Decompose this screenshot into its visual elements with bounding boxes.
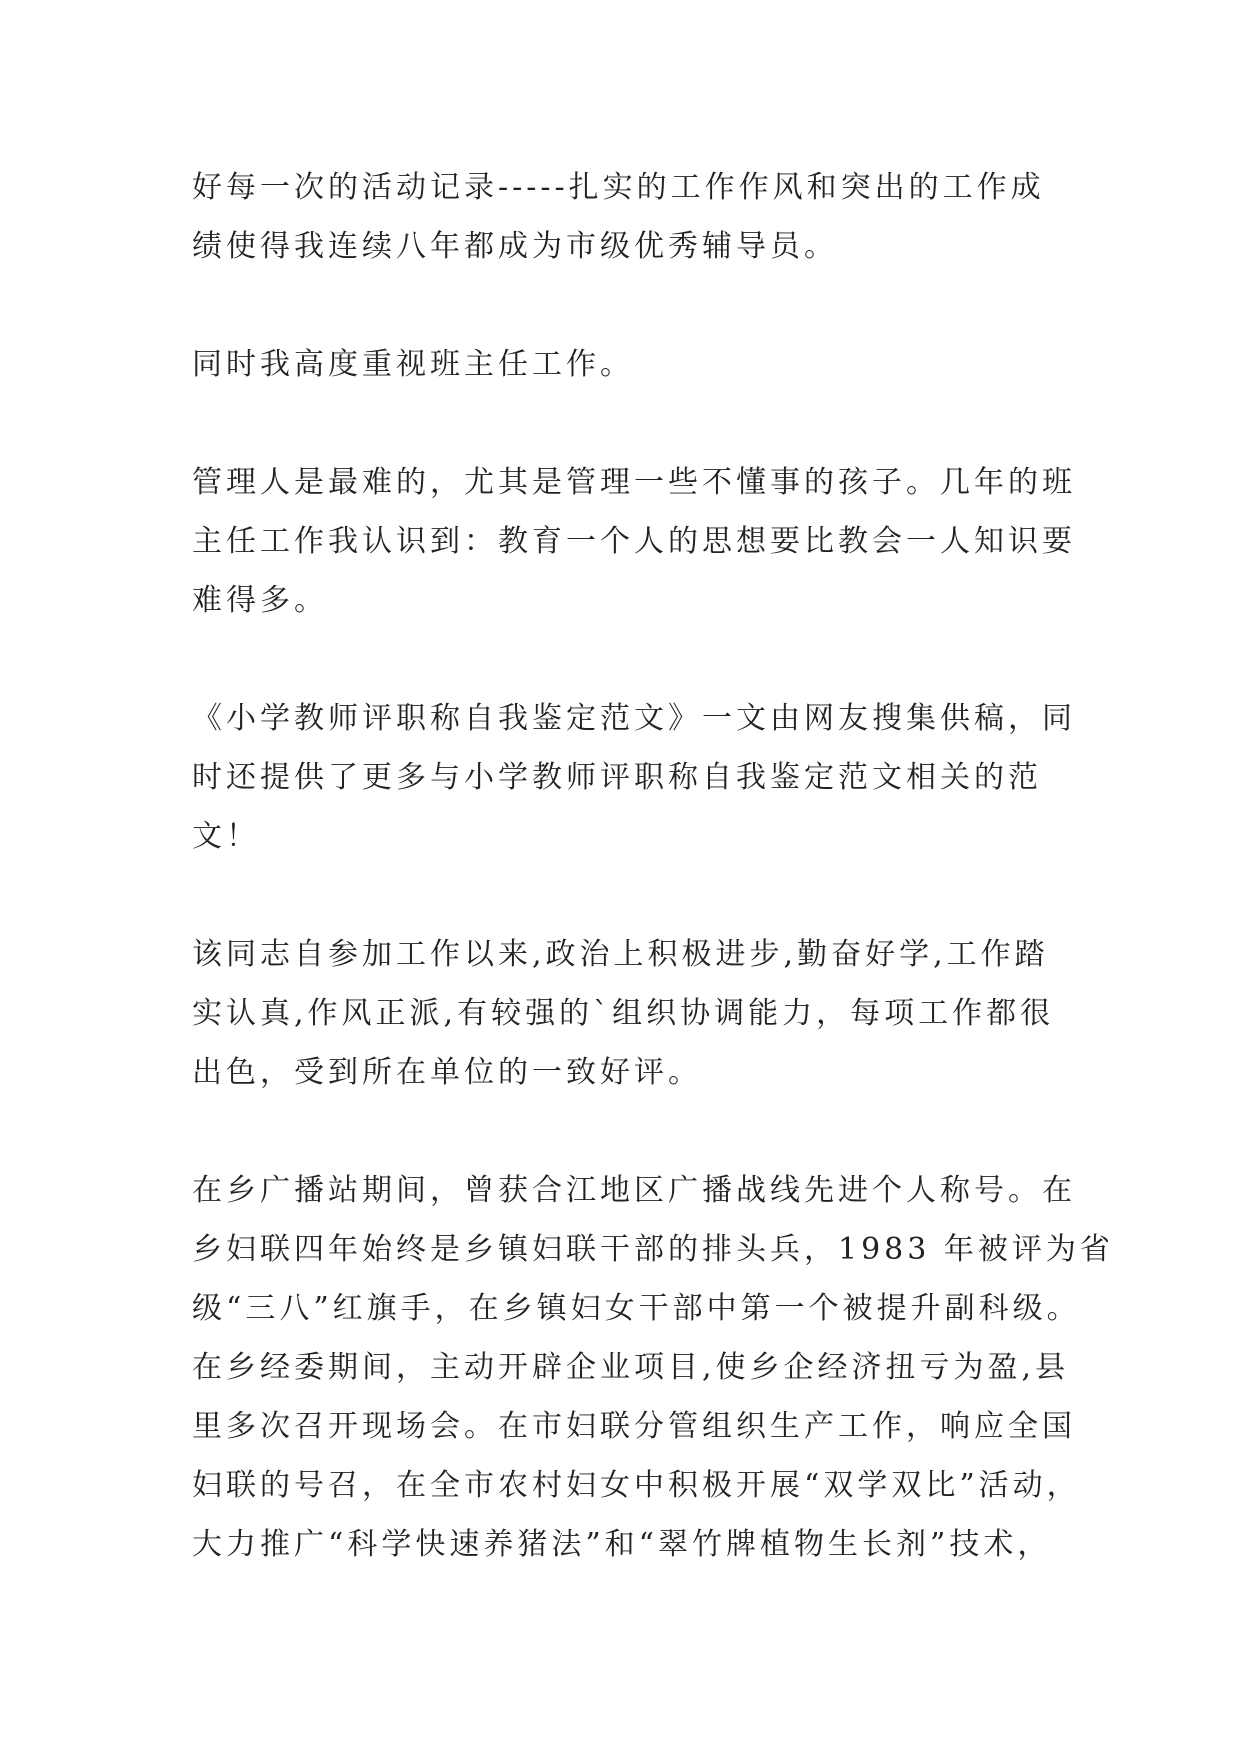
text-line: 《小学教师评职称自我鉴定范文》一文由网友搜集供稿，同: [192, 701, 1076, 736]
text-line: 该同志自参加工作以来,政治上积极进步,勤奋好学,工作踏: [192, 937, 1049, 972]
text-line: 妇联的号召，在全市农村妇女中积极开展“双学双比”活动，: [192, 1468, 1081, 1503]
text-line: 里多次召开现场会。在市妇联分管组织生产工作，响应全国: [192, 1409, 1076, 1444]
text-line: 同时我高度重视班主任工作。: [192, 347, 634, 382]
text-line: 绩使得我连续八年都成为市级优秀辅导员。: [192, 229, 838, 264]
paragraph-spacer: [192, 1102, 1052, 1161]
paragraph-1: [192, 158, 1052, 276]
text-line: 文！: [192, 819, 260, 854]
paragraph-spacer: [192, 866, 1052, 925]
text-line: 管理人是最难的，尤其是管理一些不懂事的孩子。几年的班: [192, 465, 1076, 500]
paragraph-4: [192, 689, 1076, 866]
paragraph-2: [192, 335, 1052, 394]
paragraph-6: [192, 1161, 1114, 1574]
document-body: [192, 158, 1114, 1574]
text-line: 出色，受到所在单位的一致好评。: [192, 1055, 702, 1090]
text-line: 乡妇联四年始终是乡镇妇联干部的排头兵，1983 年被评为省: [192, 1232, 1114, 1267]
paragraph-5: [192, 925, 1055, 1102]
text-line: 在乡广播站期间，曾获合江地区广播战线先进个人称号。在: [192, 1173, 1076, 1208]
paragraph-spacer: [192, 394, 1052, 453]
text-line: 主任工作我认识到：教育一个人的思想要比教会一人知识要: [192, 524, 1076, 559]
paragraph-spacer: [192, 630, 1052, 689]
text-line: 好每一次的活动记录-----扎实的工作作风和突出的工作成: [192, 170, 1045, 205]
text-line: 级“三八”红旗手，在乡镇妇女干部中第一个被提升副科级。: [192, 1291, 1081, 1326]
text-line: 大力推广“科学快速养猪法”和“翠竹牌植物生长剂”技术，: [192, 1527, 1052, 1562]
paragraph-3: [192, 453, 1076, 630]
text-line: 难得多。: [192, 583, 328, 618]
text-line: 实认真,作风正派,有较强的`组织协调能力，每项工作都很: [192, 996, 1055, 1031]
text-line: 在乡经委期间，主动开辟企业项目,使乡企经济扭亏为盈,县: [192, 1350, 1070, 1385]
paragraph-spacer: [192, 276, 1052, 335]
text-line: 时还提供了更多与小学教师评职称自我鉴定范文相关的范: [192, 760, 1042, 795]
